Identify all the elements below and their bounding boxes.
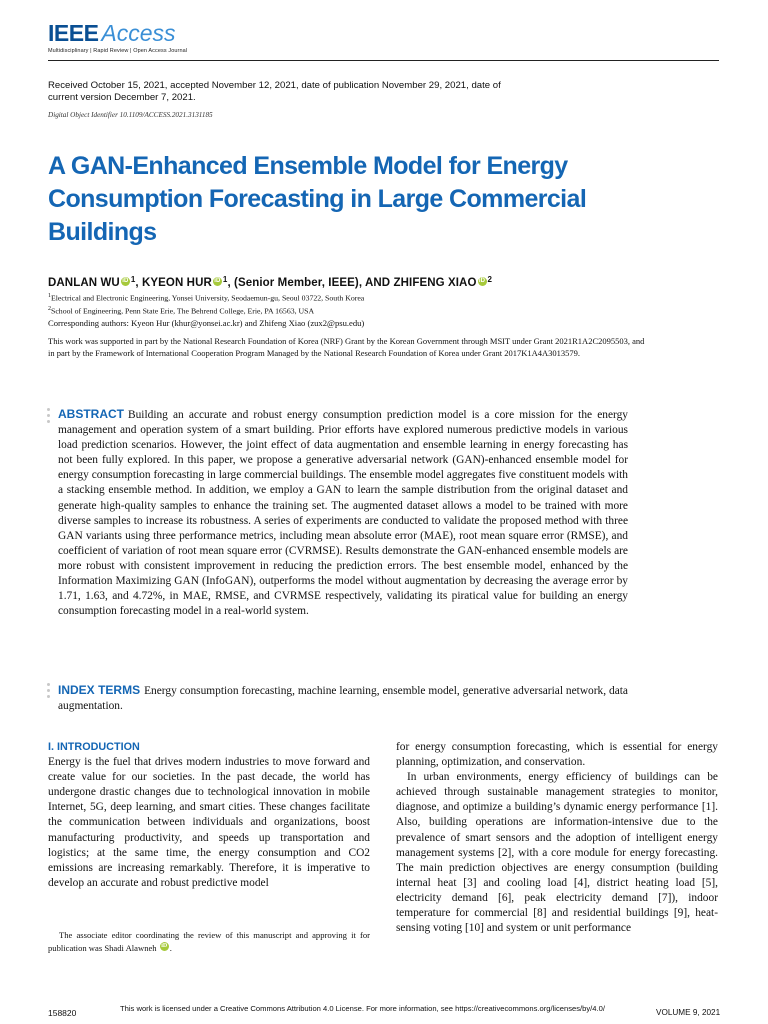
paragraph: In urban environments, energy efficiency of buildings can be achieved through sustainable management strategies to monitor, diagnose, and optimize a building’s dynamic energy performance [1]. Also, building operations are information-intensive due to the prevalence of smart sensors and the adoption of intelligent energy management systems [2], with a core module for energy forecasting. The main prediction objectives are energy consumption (building internal heat [3] and cooling load [4], district heating load [5], electricity demand [6], peak electricity demand [7]), indoor temperature for commercial [8] and residential buildings [9], heat-sensing voting [10] and system or unit performance	[396, 771, 718, 935]
affiliations	[48, 291, 364, 316]
section-heading: I. INTRODUCTION	[48, 741, 140, 753]
editor-note: The associate editor coordinating the review of this manuscript and approving it for publication was Shadi Alawneh iD .	[48, 930, 370, 953]
editor-note-text: The associate editor coordinating the review of this manuscript and approving it for publication was Shadi Alawneh	[48, 930, 370, 953]
index-terms	[58, 683, 628, 714]
header-divider	[48, 60, 719, 61]
page-number: 158820	[48, 1008, 77, 1018]
index-terms-dots-decoration	[47, 683, 50, 701]
doi: Digital Object Identifier 10.1109/ACCESS.2021.3131185	[48, 111, 213, 119]
index-terms-text: Energy consumption forecasting, machine learning, ensemble model, generative adversarial network, data augmentation.	[58, 685, 628, 713]
affiliation: $^2$School of Engineering, Penn State Erie, The Behrend College, Erie, PA 16563, USA	[48, 305, 315, 316]
author-sup: 1	[130, 275, 136, 284]
left-column	[48, 740, 370, 891]
logo-ieee: IEEE	[48, 20, 99, 46]
abstract	[58, 407, 628, 619]
received-dates: Received October 15, 2021, accepted November 12, 2021, date of publication November 29, 2021, date of current version December 7, 2021.	[48, 80, 501, 103]
paragraph: for energy consumption forecasting, which is essential for energy planning, optimization, and conservation.	[396, 741, 718, 769]
orcid-icon[interactable]: iD	[214, 278, 221, 284]
journal-tagline: Multidisciplinary | Rapid Review | Open Access Journal	[48, 48, 188, 54]
affiliation: $^1$Electrical and Electronic Engineering, Yonsei University, Seodaemun-gu, Seoul 03722, South Korea	[48, 293, 365, 303]
funding-statement: This work was supported in part by the National Research Foundation of Korea (NRF) Grant by the Korean Government through MSIT under Grant 2021R1A2C2095503, and in part by the Framework of International Cooperation Program Managed by the National Research Foundation of Korea under Grant 2017K1A4A3013579.	[48, 336, 645, 358]
orcid-icon[interactable]: iD	[161, 943, 168, 949]
author-list: DANLAN WU iD $^1$, KYEON HUR iD $^1$, (Senior Member, IEEE), AND ZHIFENG XIAO iD $^2$	[48, 275, 493, 289]
abstract-label: ABSTRACT	[58, 407, 124, 421]
paper-title: A GAN-Enhanced Ensemble Model for Energy Consumption Forecasting in Large Commercial Buildings	[48, 152, 587, 246]
index-terms-label: INDEX TERMS	[58, 683, 141, 697]
paragraph: Energy is the fuel that drives modern industries to move forward and create value for our societies. In the past decade, the world has undergone drastic changes due to technological innovation in mobile Internet, 5G, deep learning, and smart cities. These changes facilitate the communication between individuals and organizations, boost manufacturing productivity, and speeds up transportation and logistics; at the same time, the energy consumption and CO2 emissions are increasing remarkably. Therefore, it is imperative to develop an accurate and robust predictive model	[48, 756, 370, 889]
orcid-icon[interactable]: iD	[122, 278, 129, 284]
author-sup: 2	[487, 275, 493, 284]
author-sup: 1	[222, 275, 228, 284]
author-note: (Senior Member, IEEE), AND	[234, 277, 394, 289]
logo-access: Access	[101, 20, 176, 46]
corresponding-authors: Corresponding authors: Kyeon Hur (khur@yonsei.ac.kr) and Zhifeng Xiao (zux2@psu.edu)	[48, 318, 365, 328]
orcid-icon[interactable]: iD	[478, 278, 486, 284]
abstract-text: Building an accurate and robust energy consumption prediction model is a core mission for the energy management and operation system of a smart building. Prior efforts have explored numerous predictive models in various load prediction scenarios. However, the joint effect of data augmentation and ensemble learning in energy forecasting has not been fully explored. In this paper, we propose a generative adversarial network (GAN)-enhanced ensemble model for energy consumption forecasting in large commercial buildings. The ensemble model aggregates five constituent models with a stacking ensemble method. In addition, we employ a GAN to learn the sample distribution from the original dataset and generate high-quality samples to enhance the training set. The augmented dataset allows a model to be trained with more diverse samples to increase its robustness. A series of experiments are conducted to validate the proposed method with three GAN variants using three performance metrics, including mean absolute error (MAE), root mean square error (RMSE), and coefficient of variation of root mean square error (CVRMSE). Results demonstrate the GAN-enhanced ensemble models are more robust with consistent improvement in reducing the prediction errors. The best ensemble model, enhanced by the Information Maximizing GAN (InfoGAN), outperforms the model without augmentation by decreasing the average error by 1.71, 1.63, and 4.72%, in MAE, RMSE, and CVRMSE respectively, validating its piratical value for building an energy consumption forecasting model in a real-world system.	[58, 409, 628, 618]
author-name: ZHIFENG XIAO	[393, 277, 477, 289]
volume-label: VOLUME 9, 2021	[656, 1008, 721, 1017]
author-name: KYEON HUR	[141, 277, 212, 289]
journal-logo	[48, 20, 187, 54]
license-notice[interactable]: This work is licensed under a Creative Commons Attribution 4.0 License. For more information, see https://creativecommons.org/licenses/by/4.0/	[120, 1004, 605, 1013]
author-name: DANLAN WU	[48, 277, 120, 289]
right-column	[396, 740, 718, 936]
abstract-dots-decoration	[47, 408, 50, 426]
